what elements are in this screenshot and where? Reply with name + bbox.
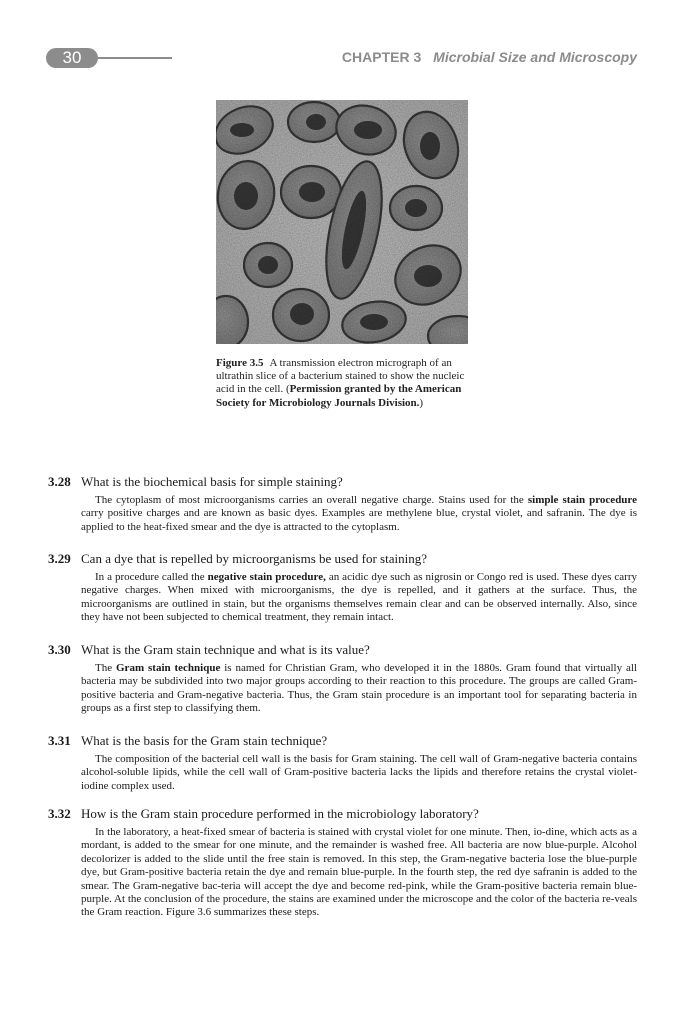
- chapter-label: CHAPTER 3: [341, 49, 422, 65]
- answer-term: simple stain procedure: [527, 494, 637, 506]
- question-text: How is the Gram stain procedure performed in the microbiology laboratory?: [81, 806, 479, 821]
- qa-3-29: [48, 551, 637, 625]
- answer-text: The: [95, 662, 116, 674]
- question-number: 3.32: [48, 806, 71, 821]
- caption-permission: Permission granted by the American Society for Microbiology Journals Division.: [216, 383, 462, 409]
- question-number: 3.29: [48, 551, 71, 566]
- question: [48, 551, 637, 567]
- question-text: What is the Gram stain technique and what is its value?: [81, 642, 370, 657]
- header-rule: [98, 57, 172, 59]
- answer-term: negative stain procedure,: [207, 571, 326, 583]
- figure-label: Figure 3.5: [216, 357, 264, 369]
- answer: [81, 494, 637, 534]
- question-number: 3.30: [48, 642, 71, 657]
- answer: [81, 571, 637, 625]
- caption-text: A transmission electron micrograph of an ultrathin slice of a bacterium stained to show the nucleic acid in the cell. (: [216, 357, 465, 396]
- question: [48, 806, 637, 822]
- answer: [81, 662, 637, 716]
- question-text: What is the basis for the Gram stain technique?: [81, 733, 328, 748]
- micrograph-image: [216, 100, 468, 344]
- answer-text: In a procedure called the: [95, 571, 208, 583]
- question-text: Can a dye that is repelled by microorganisms be used for staining?: [81, 551, 427, 566]
- question: [48, 733, 637, 749]
- answer-term: Gram stain technique: [116, 662, 221, 674]
- question-number: 3.28: [48, 474, 71, 489]
- answer-text: an acidic dye such as nigrosin or Congo red is used. These dyes carry negative charges. When mixed with microorganisms, the dye is repelled, and it gathers at the surface. Thus, the microorganisms are outlined in stain, but the organisms themselves remain clear and can be observed internally. Also, since they have not been subjected to chemical treatment, they remain intact.: [81, 571, 637, 624]
- question: [48, 642, 637, 658]
- answer: The composition of the bacterial cell wall is the basis for Gram staining. The cell wall of Gram-negative bacteria contains alcohol-soluble lipids, while the cell wall of Gram-positive bacteria lacks the lipids and therefore retains the crystal violet-iodine complex used.: [81, 753, 637, 792]
- page-number: 30: [46, 48, 98, 68]
- running-head: [342, 49, 637, 65]
- answer-text: carry positive charges and are known as basic dyes. Examples are methylene blue, crystal violet, and safranin. The dye is applied to the heat-fixed smear and the dye is attracted to the cytoplasm.: [81, 507, 637, 533]
- qa-3-32: [48, 806, 637, 920]
- caption-end: ): [419, 396, 424, 409]
- question: [48, 474, 637, 490]
- qa-3-30: [48, 642, 637, 716]
- answer: In the laboratory, a heat-fixed smear of bacteria is stained with crystal violet for one minute. Then, io-dine, which acts as a mordant, is added to the smear for one minute, and the remainder is washed free. All bacteria are now blue-purple. Alcohol decolorizer is added to the slide until the free stain is removed. In this step, the Gram-negative bacteria lose the blue-purple dye, but Gram-positive bacteria retain the dye and remain blue-purple. In the fourth step, the red dye safranin is added to the smear. The Gram-negative bac-teria will accept the dye and become red-pink, while the Gram-positive bacteria remain blue-purple. At the conclusion of the procedure, the stains are examined under the microscope and the color of the bacteria re-veals the Gram reaction. Figure 3.6 summarizes these steps.: [81, 826, 637, 919]
- figure-caption: [216, 357, 476, 410]
- qa-3-31: [48, 733, 637, 793]
- question-number: 3.31: [48, 733, 71, 748]
- chapter-title: Microbial Size and Microscopy: [433, 49, 637, 65]
- answer-text: is named for Christian Gram, who developed it in the 1880s. Gram found that virtually all bacteria may be subdivided into two major groups according to their reaction to this procedure. The groups are called Gram-positive bacteria and Gram-negative bacteria. Thus, the Gram stain procedure is an important tool for separating bacteria in groups as a first step to classifying them.: [81, 662, 637, 715]
- answer-text: The cytoplasm of most microorganisms carries an overall negative charge. Stains used for the: [95, 494, 528, 506]
- question-text: What is the biochemical basis for simple staining?: [81, 474, 343, 489]
- qa-3-28: [48, 474, 637, 534]
